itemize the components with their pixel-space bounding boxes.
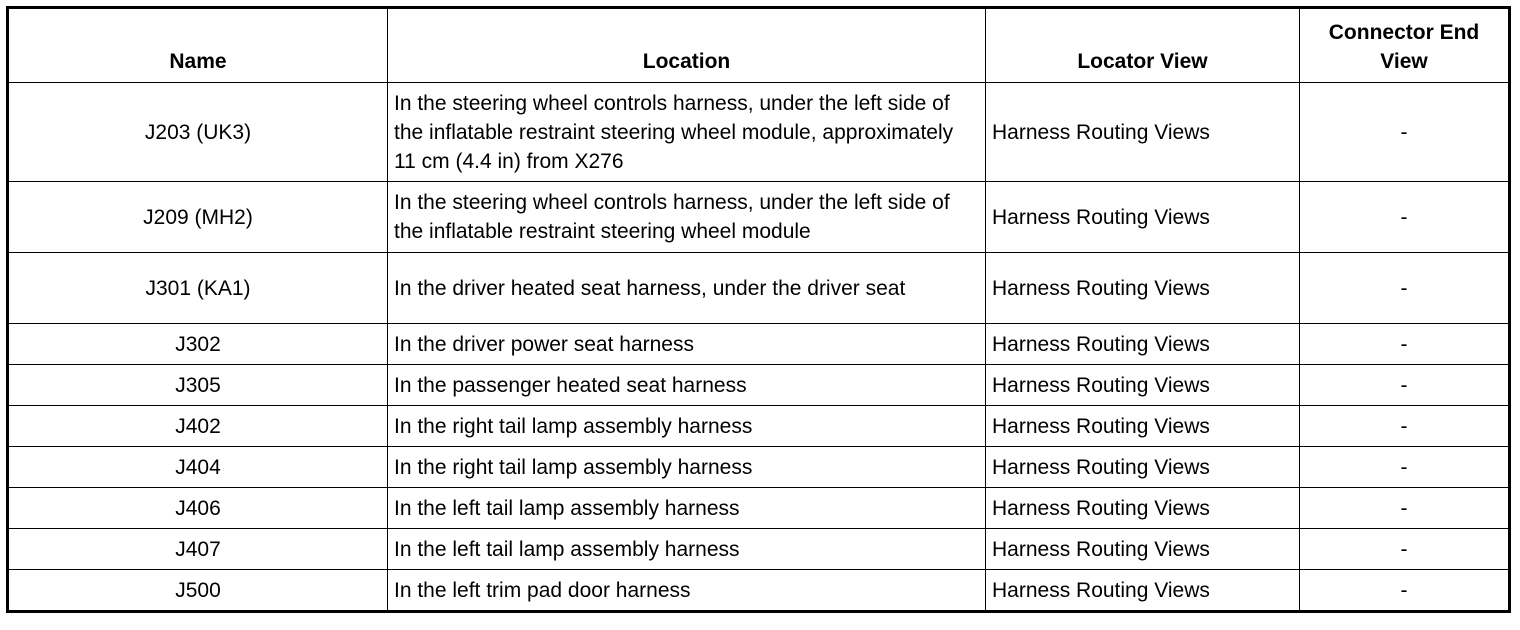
cell-location: In the driver power seat harness bbox=[388, 324, 986, 365]
table-row bbox=[8, 253, 1510, 324]
cell-locator-view: Harness Routing Views bbox=[986, 406, 1300, 447]
cell-location: In the left trim pad door harness bbox=[388, 570, 986, 612]
cell-location: In the left tail lamp assembly harness bbox=[388, 488, 986, 529]
header-connector-end-view: Connector End View bbox=[1300, 8, 1510, 83]
cell-name: J305 bbox=[8, 365, 388, 406]
table-row bbox=[8, 488, 1510, 529]
table-row bbox=[8, 570, 1510, 612]
cell-connector-end-view: - bbox=[1300, 406, 1510, 447]
cell-locator-view: Harness Routing Views bbox=[986, 324, 1300, 365]
cell-location: In the driver heated seat harness, under the driver seat bbox=[388, 253, 986, 324]
cell-location: In the right tail lamp assembly harness bbox=[388, 447, 986, 488]
cell-connector-end-view: - bbox=[1300, 253, 1510, 324]
cell-locator-view: Harness Routing Views bbox=[986, 447, 1300, 488]
cell-name: J407 bbox=[8, 529, 388, 570]
cell-name: J404 bbox=[8, 447, 388, 488]
cell-name: J209 (MH2) bbox=[8, 182, 388, 253]
cell-locator-view: Harness Routing Views bbox=[986, 83, 1300, 182]
cell-locator-view: Harness Routing Views bbox=[986, 253, 1300, 324]
cell-name: J301 (KA1) bbox=[8, 253, 388, 324]
cell-location: In the right tail lamp assembly harness bbox=[388, 406, 986, 447]
cell-locator-view: Harness Routing Views bbox=[986, 488, 1300, 529]
cell-connector-end-view: - bbox=[1300, 447, 1510, 488]
cell-connector-end-view: - bbox=[1300, 570, 1510, 612]
cell-connector-end-view: - bbox=[1300, 182, 1510, 253]
table-row bbox=[8, 447, 1510, 488]
cell-name: J406 bbox=[8, 488, 388, 529]
cell-connector-end-view: - bbox=[1300, 529, 1510, 570]
cell-connector-end-view: - bbox=[1300, 324, 1510, 365]
cell-connector-end-view: - bbox=[1300, 488, 1510, 529]
header-row bbox=[8, 8, 1510, 83]
table-row bbox=[8, 324, 1510, 365]
cell-locator-view: Harness Routing Views bbox=[986, 182, 1300, 253]
cell-location: In the steering wheel controls harness, under the left side of the inflatable restraint steering wheel module bbox=[388, 182, 986, 253]
table-row bbox=[8, 83, 1510, 182]
cell-locator-view: Harness Routing Views bbox=[986, 529, 1300, 570]
connector-table-container bbox=[6, 6, 1508, 624]
cell-connector-end-view: - bbox=[1300, 365, 1510, 406]
table-row bbox=[8, 529, 1510, 570]
cell-location: In the steering wheel controls harness, under the left side of the inflatable restraint steering wheel module, approximately 11 cm (4.4 in) from X276 bbox=[388, 83, 986, 182]
table-row bbox=[8, 365, 1510, 406]
cell-name: J302 bbox=[8, 324, 388, 365]
cell-locator-view: Harness Routing Views bbox=[986, 570, 1300, 612]
header-locator-view: Locator View bbox=[986, 8, 1300, 83]
header-location: Location bbox=[388, 8, 986, 83]
table-row bbox=[8, 406, 1510, 447]
table-row bbox=[8, 182, 1510, 253]
cell-name: J402 bbox=[8, 406, 388, 447]
cell-location: In the left tail lamp assembly harness bbox=[388, 529, 986, 570]
cell-locator-view: Harness Routing Views bbox=[986, 365, 1300, 406]
header-name: Name bbox=[8, 8, 388, 83]
cell-connector-end-view: - bbox=[1300, 83, 1510, 182]
cell-location: In the passenger heated seat harness bbox=[388, 365, 986, 406]
cell-name: J500 bbox=[8, 570, 388, 612]
connector-location-table bbox=[6, 6, 1511, 613]
cell-name: J203 (UK3) bbox=[8, 83, 388, 182]
